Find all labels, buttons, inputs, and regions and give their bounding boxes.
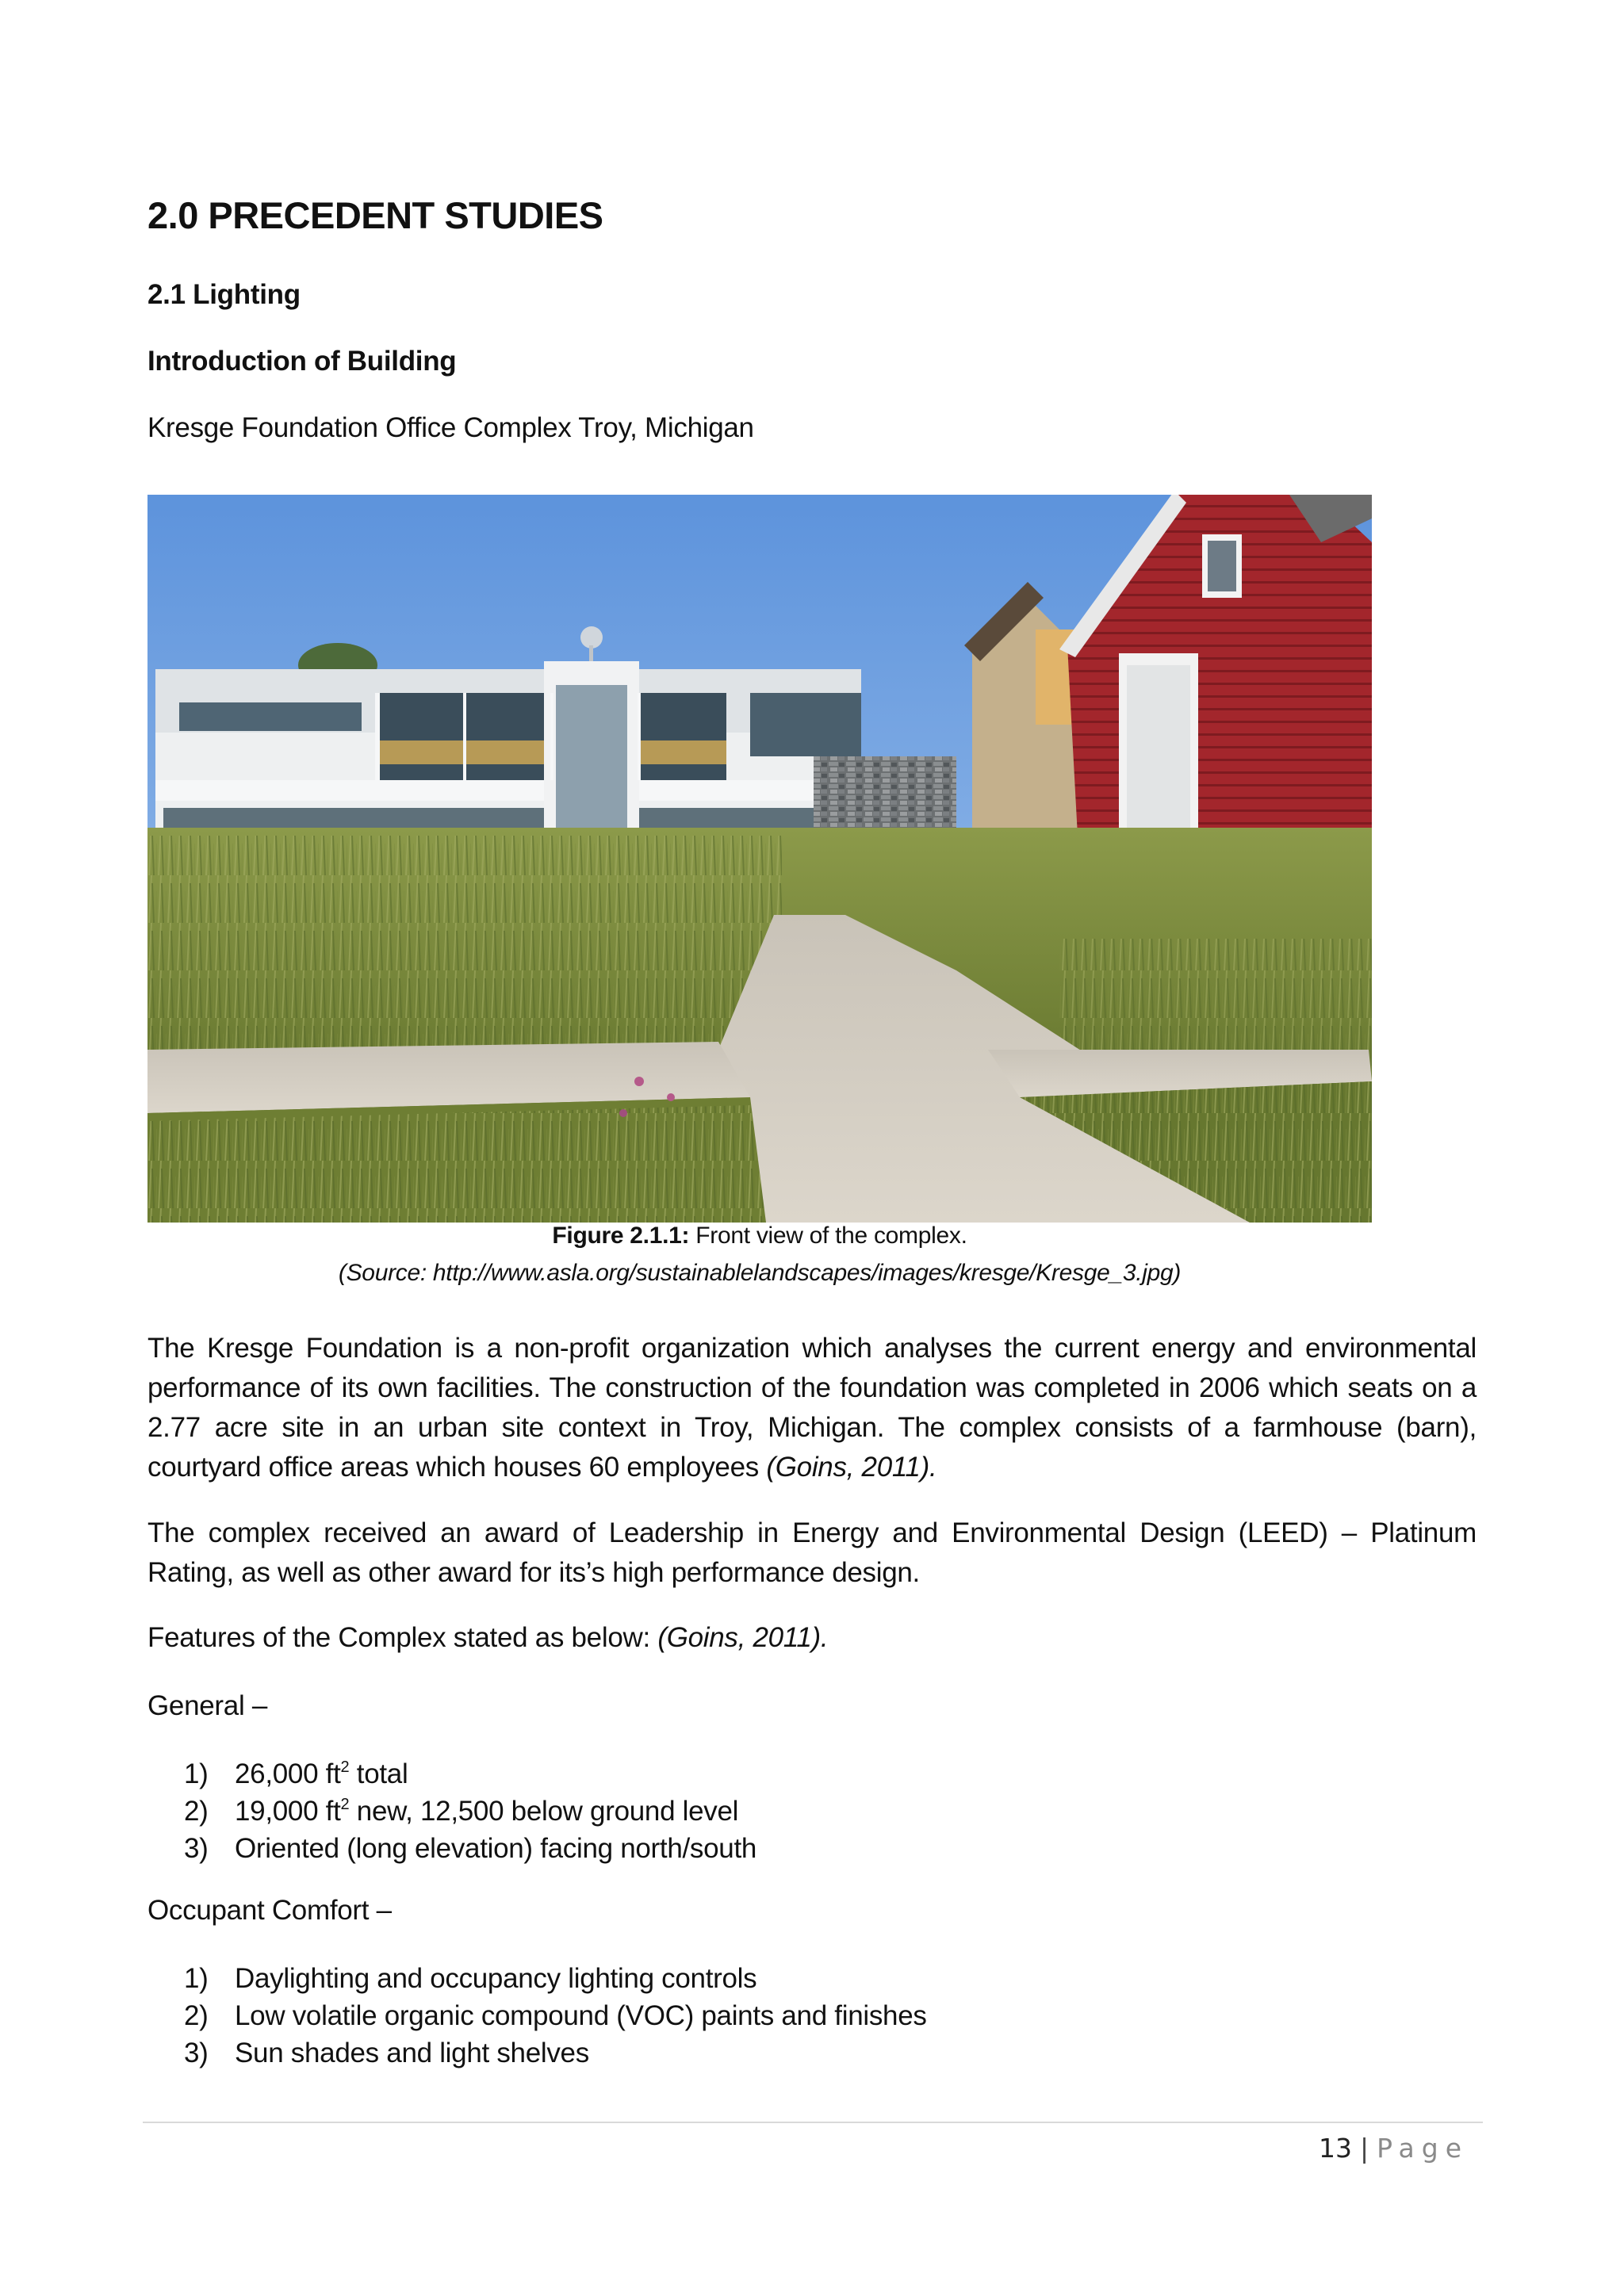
superscript: 2 [340, 1758, 350, 1776]
occupant-comfort-heading: Occupant Comfort – [147, 1895, 392, 1926]
section-title: 2.0 PRECEDENT STUDIES [147, 194, 603, 236]
paragraph-intro-citation: (Goins, 2011). [766, 1452, 937, 1483]
paragraph-intro-text: The Kresge Foundation is a non-profit organization which analyses the current energy and environmental performance of its own facilities. The construction of the foundation was completed in 2006 which seats on a 2.77 acre site in an urban site context in Troy, Michigan. The complex consists of a farmhouse (barn), courtyard office areas which houses 60 employees [147, 1333, 1477, 1483]
figure-caption [147, 1223, 1372, 1249]
list-item-number: 2) [184, 1796, 209, 1827]
general-heading: General – [147, 1690, 268, 1721]
list-item-text: Daylighting and occupancy lighting controls [235, 1963, 757, 1994]
list-item-text: Oriented (long elevation) facing north/south [235, 1833, 757, 1864]
paragraph-award: The complex received an award of Leadership in Energy and Environmental Design (LEED) – Platinum Rating, as well as other award for its’s high performance design. [147, 1517, 1477, 1588]
page-footer [1319, 2133, 1469, 2164]
intro-heading: Introduction of Building [147, 346, 457, 377]
occupant-comfort-list [147, 1960, 927, 2072]
list-item-text-cont: total [349, 1758, 408, 1789]
figure-source: (Source: http://www.asla.org/sustainablelandscapes/images/kresge/Kresge_3.jpg) [338, 1260, 1182, 1286]
list-item [147, 1960, 927, 1997]
footer-divider [143, 2122, 1483, 2123]
general-list [147, 1755, 756, 1867]
list-item-number: 3) [184, 2038, 209, 2068]
figure-label: Figure 2.1.1: [552, 1223, 690, 1249]
list-item [147, 1997, 927, 2034]
features-intro-text: Features of the Complex stated as below: [147, 1622, 650, 1653]
list-item-text: Low volatile organic compound (VOC) paints and finishes [235, 2000, 927, 2031]
page-number: 13 [1318, 2133, 1352, 2164]
figure-photo [147, 495, 1372, 1223]
list-item-number: 3) [184, 1833, 209, 1864]
list-item-number: 1) [184, 1963, 209, 1994]
footer-separator: | [1359, 2133, 1369, 2164]
list-item [147, 1793, 756, 1830]
list-item-text-cont: new, 12,500 below ground level [349, 1796, 739, 1827]
complex-photo-illustration [147, 495, 1372, 1223]
subsection-title: 2.1 Lighting [147, 279, 301, 310]
page-label: Page [1377, 2133, 1469, 2164]
paragraph-intro [147, 1329, 1477, 1487]
list-item-text: 19,000 ft [235, 1796, 341, 1827]
features-intro [147, 1622, 828, 1654]
superscript: 2 [340, 1796, 350, 1813]
list-item-number: 1) [184, 1758, 209, 1789]
list-item [147, 1830, 756, 1867]
list-item-number: 2) [184, 2000, 209, 2031]
list-item-text: 26,000 ft [235, 1758, 341, 1789]
list-item [147, 2034, 927, 2072]
list-item-text: Sun shades and light shelves [235, 2038, 589, 2068]
list-item [147, 1755, 756, 1793]
figure-caption-text: Front view of the complex. [695, 1223, 967, 1249]
building-name: Kresge Foundation Office Complex Troy, Michigan [147, 412, 754, 443]
features-intro-citation: (Goins, 2011). [657, 1622, 829, 1653]
